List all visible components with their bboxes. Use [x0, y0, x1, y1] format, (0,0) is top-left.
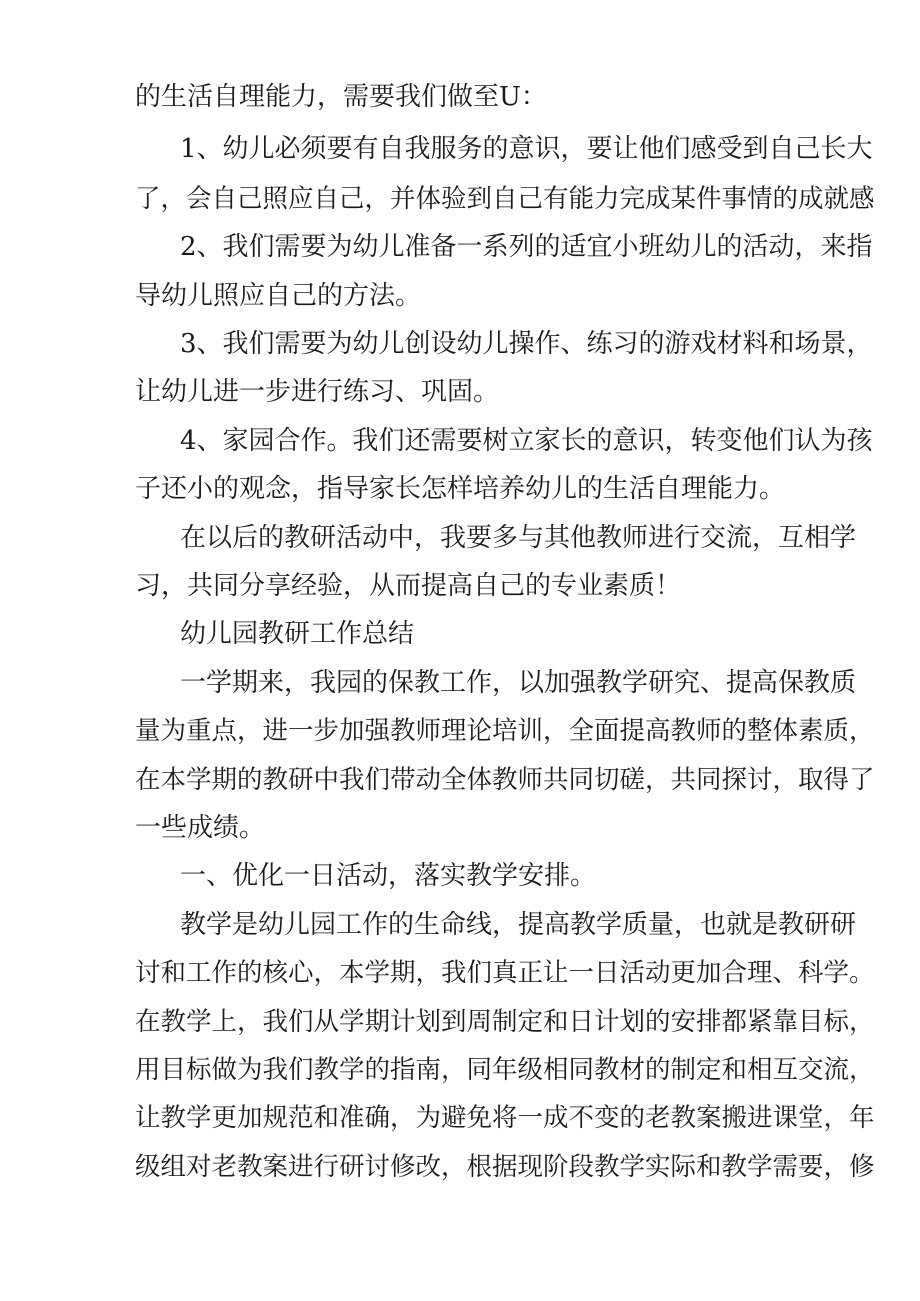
- line-text: 2、我们需要为幼儿准备一系列的适宜小班幼儿的活动，来指: [180, 232, 873, 262]
- line-text: 一些成绩。: [135, 813, 266, 843]
- line-text: 级组对老教案进行研讨修改，根据现阶段教学实际和教学需要，修: [135, 1152, 875, 1182]
- text-line: [0, 566, 920, 606]
- text-line: [0, 227, 920, 267]
- text-line: [0, 1002, 920, 1042]
- text-line: [0, 1147, 920, 1187]
- section-heading: [0, 614, 920, 654]
- text-line: [0, 905, 920, 945]
- line-text: 量为重点，进一步加强教师理论培训，全面提高教师的整体素质，: [135, 716, 875, 746]
- line-text: 在教学上，我们从学期计划到周制定和日计划的安排都紧靠目标，: [135, 1007, 875, 1037]
- text-line: [0, 77, 920, 117]
- line-text: 4、家园合作。我们还需要树立家长的意识，转变他们认为孩: [180, 426, 873, 456]
- line-text: 习，共同分享经验，从而提高自己的专业素质！: [135, 571, 682, 601]
- line-text: 在以后的教研活动中，我要多与其他教师进行交流，互相学: [180, 523, 857, 553]
- line-text: 讨和工作的核心，本学期，我们真正让一日活动更加合理、科学。: [135, 958, 875, 988]
- line-text: 了，会自己照应自己，并体验到自己有能力完成某件事情的成就感: [135, 184, 875, 214]
- line-text: 一、优化一日活动，落实教学安排。: [180, 861, 597, 891]
- text-line: [0, 179, 920, 219]
- line-text: 让幼儿进一步进行练习、巩固。: [135, 377, 500, 407]
- line-text: 幼儿园教研工作总结: [180, 619, 415, 649]
- text-line: [0, 324, 920, 364]
- text-line: [0, 276, 920, 316]
- line-text: 用目标做为我们教学的指南，同年级相同教材的制定和相互交流，: [135, 1055, 875, 1085]
- text-line: [0, 1050, 920, 1090]
- text-line: [0, 953, 920, 993]
- text-line: [0, 808, 920, 848]
- text-line: [0, 518, 920, 558]
- line-text: 子还小的观念，指导家长怎样培养幼儿的生活自理能力。: [135, 474, 786, 504]
- line-text: 让教学更加规范和准确，为避免将一成不变的老教案搬进课堂，年: [135, 1103, 875, 1133]
- text-line: [0, 129, 920, 169]
- text-line: [0, 711, 920, 751]
- line-text: 3、我们需要为幼儿创设幼儿操作、练习的游戏材料和场景，: [180, 329, 873, 359]
- line-text: 教学是幼儿园工作的生命线，提高教学质量，也就是教研研: [180, 910, 857, 940]
- section-heading: [0, 856, 920, 896]
- line-text: 一学期来，我园的保教工作，以加强教学研究、提高保教质: [180, 668, 857, 698]
- line-text: 的生活自理能力，需要我们做至U：: [135, 82, 547, 112]
- text-line: [0, 421, 920, 461]
- text-line: [0, 1098, 920, 1138]
- text-line: [0, 663, 920, 703]
- line-text: 1、幼儿必须要有自我服务的意识，要让他们感受到自己长大: [180, 134, 873, 164]
- text-line: [0, 760, 920, 800]
- text-line: [0, 372, 920, 412]
- line-text: 导幼儿照应自己的方法。: [135, 281, 422, 311]
- text-line: [0, 469, 920, 509]
- line-text: 在本学期的教研中我们带动全体教师共同切磋，共同探讨，取得了: [135, 765, 875, 795]
